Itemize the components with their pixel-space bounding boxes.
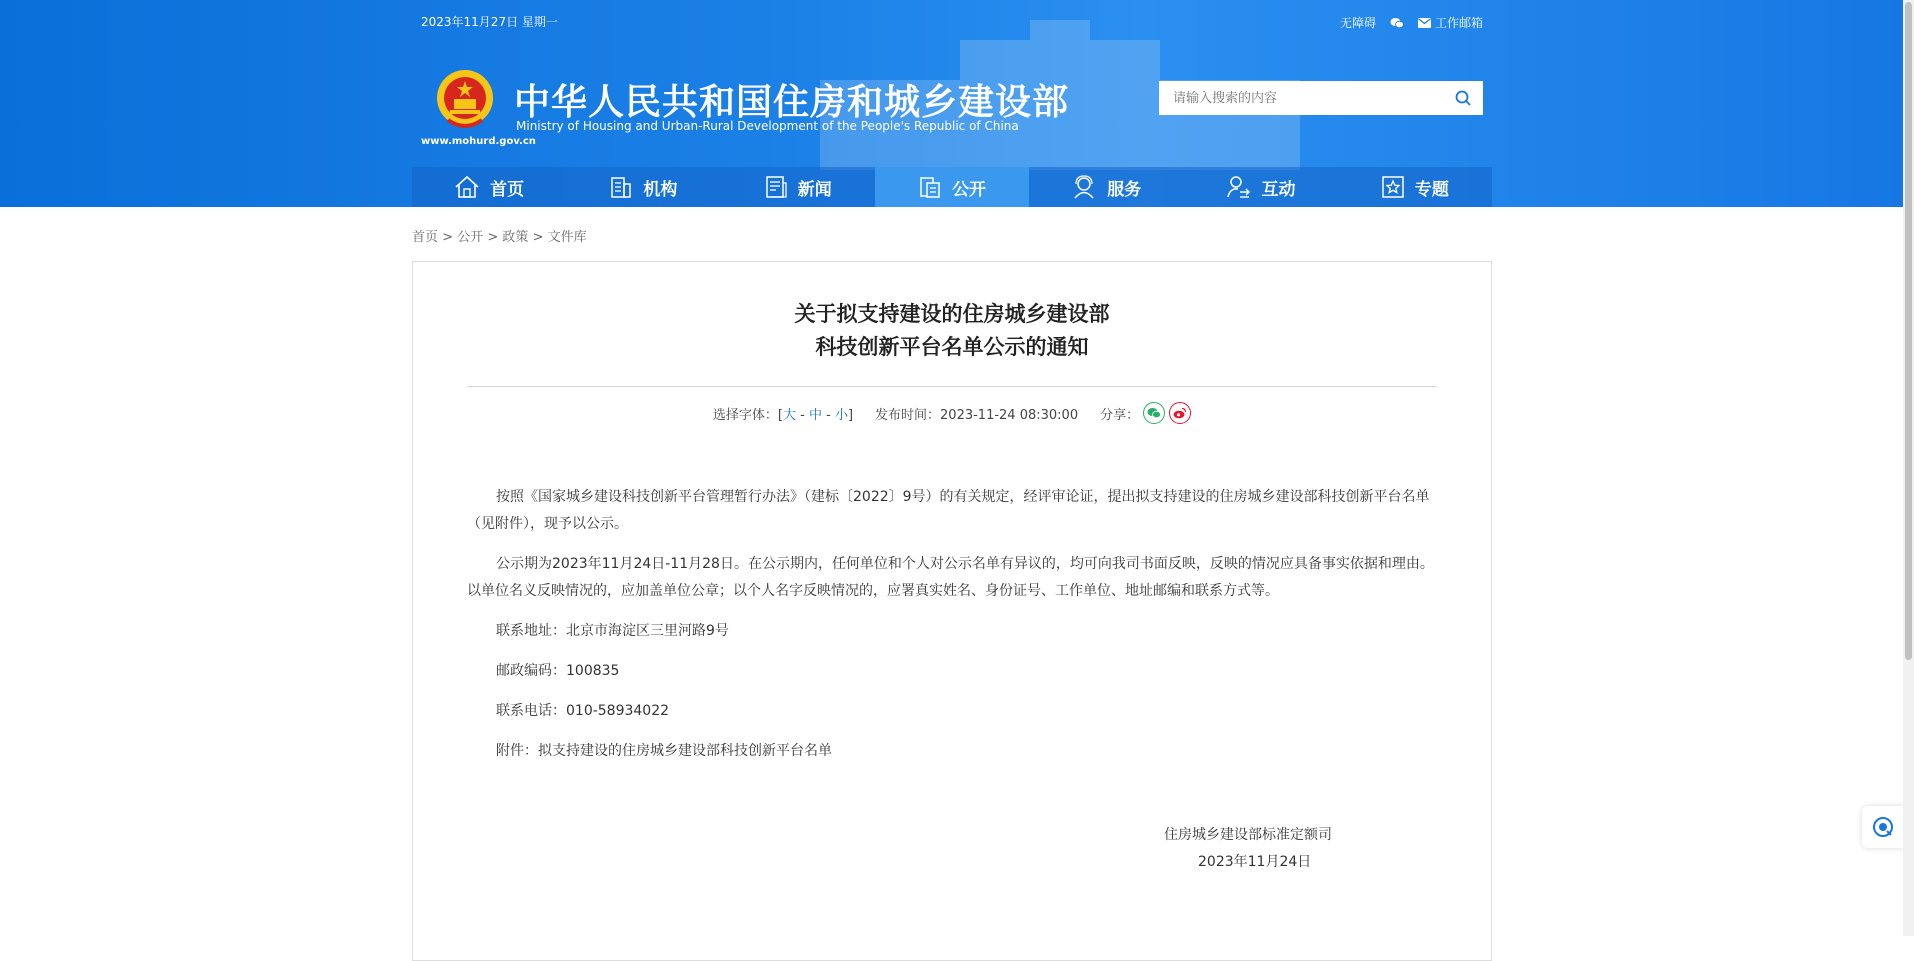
assistant-icon <box>1872 816 1894 838</box>
main-nav <box>412 167 1492 207</box>
title-divider <box>467 386 1437 387</box>
search-box <box>1159 81 1483 115</box>
nav-label: 新闻 <box>797 179 832 200</box>
signature-org: 住房城乡建设部标准定额司 <box>1164 827 1332 843</box>
nav-item-service[interactable] <box>1029 167 1183 207</box>
wechat-icon[interactable] <box>1390 17 1404 29</box>
signature-date: 2023年11月24日 <box>1198 854 1312 870</box>
nav-item-interact[interactable] <box>1183 167 1337 207</box>
document-icon <box>918 175 942 199</box>
floating-assistant-button[interactable] <box>1862 806 1904 848</box>
breadcrumb-separator: > <box>532 230 544 245</box>
article-card <box>412 261 1492 961</box>
nav-label: 互动 <box>1261 179 1296 200</box>
work-mail-label: 工作邮箱 <box>1434 16 1483 30</box>
work-mail-link[interactable] <box>1418 14 1483 31</box>
mail-icon <box>1418 18 1431 28</box>
attachment-link[interactable]: 附件：拟支持建设的住房城乡建设部科技创新平台名单 <box>496 743 832 759</box>
scrollbar-thumb[interactable] <box>1905 2 1912 660</box>
weibo-share-icon[interactable] <box>1169 402 1191 424</box>
nav-item-home[interactable] <box>412 167 566 207</box>
postal-code: 邮政编码：100835 <box>496 663 620 679</box>
site-title[interactable]: 中华人民共和国住房和城乡建设部 <box>514 82 1070 123</box>
nav-label: 公开 <box>951 179 986 200</box>
font-size-selector <box>713 404 853 423</box>
share-group <box>1100 402 1191 424</box>
search-input[interactable] <box>1159 81 1443 115</box>
breadcrumb-separator: > <box>487 230 499 245</box>
font-large-link[interactable]: 大 <box>782 407 796 423</box>
page-scrollbar[interactable] <box>1903 0 1914 936</box>
building-icon <box>609 175 633 199</box>
share-label: 分享： <box>1100 407 1140 423</box>
nav-label: 首页 <box>490 179 525 200</box>
national-emblem-logo[interactable] <box>434 68 496 134</box>
font-end: ] <box>847 407 854 423</box>
nav-label: 服务 <box>1107 179 1142 200</box>
nav-item-organization[interactable] <box>566 167 720 207</box>
nav-item-public[interactable] <box>875 167 1029 207</box>
home-icon <box>454 175 480 199</box>
paragraph: 按照《国家城乡建设科技创新平台管理暂行办法》（建标〔2022〕9号）的有关规定，经评审论证，提出拟支持建设的住房城乡建设部科技创新平台名单（见附件），现予以公示。 <box>467 489 1430 532</box>
header-date: 2023年11月27日 星期一 <box>421 15 558 29</box>
site-subtitle: Ministry of Housing and Urban-Rural Development of the People's Republic of China <box>516 119 1019 133</box>
article-meta <box>413 402 1491 424</box>
contact-phone: 联系电话：010-58934022 <box>496 703 670 719</box>
header-tools <box>1340 14 1483 31</box>
breadcrumb-home[interactable]: 首页 <box>412 230 439 245</box>
article-title-line1: 关于拟支持建设的住房城乡建设部 <box>794 302 1110 326</box>
search-icon[interactable] <box>1443 81 1483 115</box>
breadcrumb <box>412 226 587 245</box>
font-dash: - <box>826 407 831 423</box>
news-icon <box>764 175 788 199</box>
breadcrumb-library[interactable]: 文件库 <box>547 230 587 245</box>
wechat-share-icon[interactable] <box>1143 402 1165 424</box>
breadcrumb-separator: > <box>442 230 454 245</box>
nav-item-news[interactable] <box>721 167 875 207</box>
font-medium-link[interactable]: 中 <box>808 407 822 423</box>
article-title <box>413 298 1491 364</box>
publish-time: 发布时间：2023-11-24 08:30:00 <box>875 407 1079 423</box>
article-body <box>467 484 1437 778</box>
nav-label: 机构 <box>643 179 678 200</box>
star-icon <box>1381 175 1405 199</box>
accessibility-link[interactable]: 无障碍 <box>1339 16 1376 30</box>
service-icon <box>1071 175 1097 199</box>
site-url: www.mohurd.gov.cn <box>421 136 536 147</box>
nav-item-topics[interactable] <box>1338 167 1492 207</box>
site-header <box>0 0 1903 207</box>
font-label: 选择字体：[ <box>712 407 783 423</box>
paragraph: 公示期为2023年11月24日-11月28日。在公示期内，任何单位和个人对公示名单有异议的，均可向我司书面反映，反映的情况应具备事实依据和理由。以单位名义反映情况的，应加盖单位公章；以个人名字反映情况的，应署真实姓名、身份证号、工作单位、地址邮编和联系方式等。 <box>467 556 1434 599</box>
nav-label: 专题 <box>1414 179 1449 200</box>
contact-address: 联系地址：北京市海淀区三里河路9号 <box>496 623 729 639</box>
article-title-line2: 科技创新平台名单公示的通知 <box>815 335 1089 359</box>
font-dash: - <box>800 407 805 423</box>
font-small-link[interactable]: 小 <box>834 407 848 423</box>
interact-icon <box>1226 175 1252 199</box>
breadcrumb-policy[interactable]: 政策 <box>502 230 529 245</box>
breadcrumb-public[interactable]: 公开 <box>457 230 484 245</box>
